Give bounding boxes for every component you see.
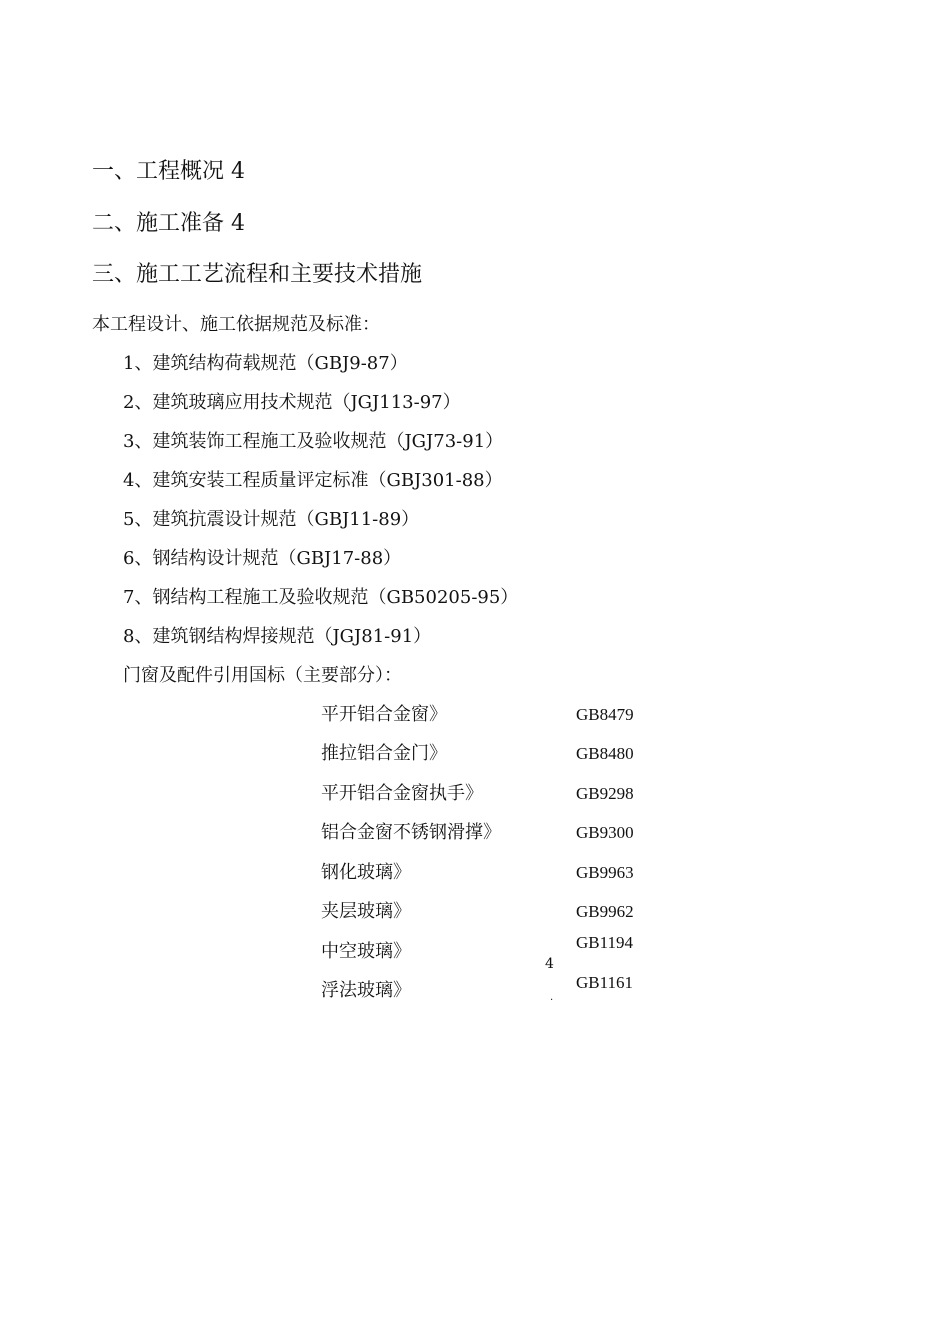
reference-name: 推拉铝合金门》: [321, 743, 447, 764]
standard-item: 5、建筑抗震设计规范（GBJ11-89）: [123, 509, 420, 530]
reference-name: 平开铝合金窗》: [321, 704, 447, 725]
reference-name: 钢化玻璃》: [321, 862, 411, 883]
toc-item-1: 一、工程概况 4: [92, 159, 245, 184]
reference-name: 平开铝合金窗执手》: [321, 783, 483, 804]
standard-item: 1、建筑结构荷载规范（GBJ9-87）: [123, 353, 408, 374]
toc-item-2: 二、施工准备 4: [92, 211, 245, 236]
reference-code: GB9298: [576, 784, 634, 803]
reference-code: GB8480: [576, 744, 634, 763]
toc-item-3: 三、施工工艺流程和主要技术措施: [92, 262, 423, 287]
reference-name: 铝合金窗不锈钢滑撑》: [321, 822, 501, 843]
page-number-dot: .: [550, 992, 554, 1003]
standard-item: 4、建筑安装工程质量评定标准（GBJ301-88）: [123, 470, 503, 491]
reference-code: GB9963: [576, 863, 634, 882]
page-number: 4: [545, 956, 554, 972]
reference-name: 浮法玻璃》: [321, 980, 411, 1001]
reference-code: GB8479: [576, 705, 634, 724]
standard-item: 6、钢结构设计规范（GBJ17-88）: [123, 548, 402, 569]
reference-code: GB1161: [576, 973, 633, 992]
standard-item: 7、钢结构工程施工及验收规范（GB50205-95）: [123, 587, 519, 608]
reference-code: GB1194: [576, 933, 633, 952]
reference-code: GB9962: [576, 902, 634, 921]
standard-item: 8、建筑钢结构焊接规范（JGJ81-91）: [123, 626, 432, 647]
standard-item: 2、建筑玻璃应用技术规范（JGJ113-97）: [123, 392, 461, 413]
reference-code: GB9300: [576, 823, 634, 842]
references-title: 门窗及配件引用国标（主要部分）：: [123, 665, 402, 686]
standards-intro: 本工程设计、施工依据规范及标准：: [92, 314, 380, 335]
standard-item: 3、建筑装饰工程施工及验收规范（JGJ73-91）: [123, 431, 504, 452]
reference-name: 夹层玻璃》: [321, 901, 411, 922]
reference-name: 中空玻璃》: [321, 941, 411, 962]
